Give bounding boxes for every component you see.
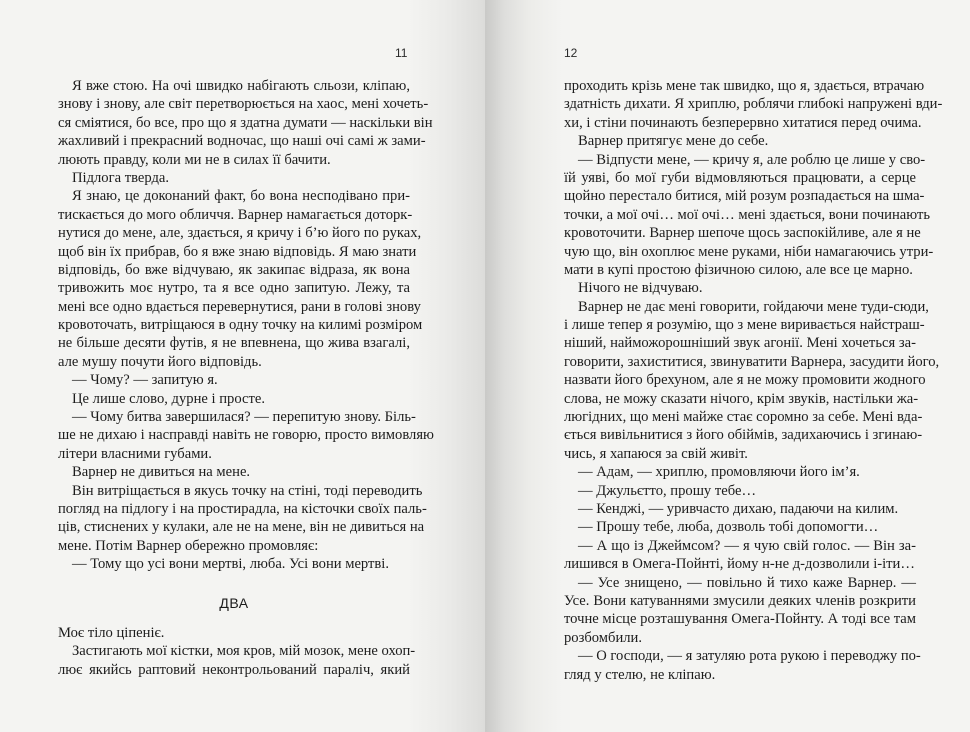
text-line: Я вже стою. На очі швидко набігають сльози, кліпаю, (72, 78, 410, 94)
text-line: але мушу почути його відповідь. (58, 353, 262, 370)
left-body-after (58, 624, 416, 679)
text-line: — Чому битва завершилася? — перепитую знову. Біль- (72, 409, 416, 426)
text-line: лює якийсь раптовий неконтрольований параліч, який (58, 661, 410, 678)
text-line: — Прошу тебе, люба, дозволь тобі допомогти… (578, 519, 879, 536)
left-page-text (58, 77, 434, 679)
text-line: не більше десяти футів, я не впевнена, що жива взагалі, (58, 335, 410, 352)
text-line: Нічого не відчуваю. (578, 280, 703, 297)
text-line: ше не дихаю і насправді навіть не говорю, просто вимовляю (58, 427, 434, 444)
text-line: знову і знову, але світ перетворюється на хаос, мені хочеть- (58, 96, 429, 113)
text-line: — Кенджі, — уривчасто дихаю, падаючи на килим. (578, 500, 899, 517)
text-line: Я знаю, це доконаний факт, бо вона несподівано при- (72, 188, 410, 205)
text-line: їй уяві, бо мої губи відмовляються працювати, а серце (564, 169, 916, 186)
text-line: ніший, найможорошніший звук агонії. Мені хочеться за- (564, 335, 916, 352)
text-line: Це лише слово, дурне і просте. (72, 390, 265, 407)
right-page (485, 0, 970, 732)
text-line: — Чому? — запитую я. (72, 372, 218, 389)
text-line: точне місце розташування Омега-Пойнту. А тоді все там (564, 611, 916, 628)
text-line: мене. Потім Варнер обережно промовляє: (58, 537, 319, 554)
text-line: Підлога тверда. (72, 169, 170, 186)
text-line: — Адам, — хриплю, промовляючи його ім’я. (578, 464, 860, 481)
text-line: чую що, він охоплює мене руками, ніби намагаючись утри- (564, 243, 934, 260)
text-line: Усе. Вони катуваннями змусили деяких членів розкрити (564, 592, 916, 609)
text-line: відповідь, бо вже відчуваю, як закипає відраза, як вона (58, 261, 410, 278)
text-line: Застигають мої кістки, моя кров, мій мозок, мене охоп- (72, 643, 416, 660)
text-line: слова, не можу сказати нічого, крім звуків, настільки жа- (564, 390, 919, 407)
text-line: люгідних, що мені майже стає соромно за себе. Мені вда- (564, 409, 923, 426)
chapter-heading: ДВА (219, 594, 249, 611)
text-line: здатність дихати. Я хриплю, роблячи глибокі напружені вди- (564, 96, 943, 113)
text-line: Моє тіло ціпеніє. (58, 624, 165, 641)
text-line: гляд у стелю, не кліпаю. (564, 666, 716, 683)
text-line: мати в купі простою фізичною силою, але все це марно. (564, 261, 913, 278)
right-page-text (564, 77, 943, 684)
text-line: Варнер притягує мене до себе. (578, 133, 769, 150)
text-line: говорити, захиститися, звинуватити Варнера, засудити його, (564, 353, 940, 370)
text-line: мені все одно вдається перевернутися, рани в голові знову (58, 298, 421, 315)
text-line: ся сміятися, бо все, про що я здатна думати — наскільки він (58, 114, 433, 131)
text-line: і лише тепер я розумію, що з мене виривається найстраш- (564, 317, 925, 334)
left-body-before (58, 77, 434, 574)
text-line: жахливий і прекрасний водночас, що наші очі самі ж зами- (58, 133, 426, 150)
text-line: розбомбили. (564, 629, 643, 646)
page-number-right: 12 (564, 46, 578, 60)
text-line: щойно перестало битися, мій розум розпадається на шма- (564, 188, 925, 205)
text-line: літери власними губами. (58, 445, 212, 462)
text-line: — Тому що усі вони мертві, люба. Усі вони мертві. (72, 556, 389, 573)
right-body (564, 77, 943, 684)
text-line: чись, я хапаюся за свій живіт. (564, 445, 748, 462)
text-line: нутися до мене, але, здається, я кричу і б’ю його по руках, (58, 225, 422, 242)
text-line: точки, а мої очі… мої очі… мені здається, вони починають (564, 206, 931, 223)
text-line: — Відпусти мене, — кричу я, але роблю це лише у сво- (578, 151, 926, 168)
text-line: Він витріщається в якусь точку на стіні, тоді переводить (72, 482, 423, 499)
text-line: — Джульєтто, прошу тебе… (578, 482, 757, 499)
text-line: щоб він їх прибрав, бо я вже знаю відповідь. Я маю знати (58, 243, 417, 260)
text-line: назвати його брехуном, але я не можу промовити жодного (564, 372, 926, 389)
text-line: тривожить моє нутро, та я все одно запитую. Лежу, та (58, 280, 410, 297)
text-line: кровоточать, витріщаюся в одну точку на килимі розміром (58, 317, 423, 334)
text-line: ється вивільнитися з його обіймів, задихаючись і згинаю- (564, 427, 923, 444)
text-line: погляд на підлогу і на простирадла, на кісточки своїх паль- (58, 500, 427, 517)
page-number-left: 11 (395, 46, 408, 60)
text-line: лишився в Омега-Пойнті, йому н-не д-дозволили і-іти… (564, 556, 915, 573)
text-line: — А що із Джеймсом? — я чую свій голос. — Він за- (578, 537, 916, 554)
text-line: Варнер не дивиться на мене. (72, 464, 251, 481)
text-line: тискається до мого обличчя. Варнер намагається доторк- (58, 206, 413, 223)
text-line: хи, і стіни починають безперервно хитатися перед очима. (564, 114, 922, 131)
text-line: люють правду, коли ми не в силах її бачити. (58, 151, 331, 168)
text-line: ців, стиснених у кулаки, але не на мене, він не дивиться на (58, 519, 425, 536)
text-line: Варнер не дає мені говорити, гойдаючи мене туди-сюди, (578, 298, 929, 315)
text-line: кровоточити. Варнер шепоче щось заспокійливе, але я не (564, 225, 921, 242)
text-line: проходить крізь мене так швидко, що я, здається, втрачаю (564, 78, 925, 94)
text-line: — Усе знищено, — повільно й тихо каже Варнер. — (578, 574, 916, 591)
text-line: — О господи, — я затуляю рота рукою і переводжу по- (578, 648, 921, 665)
